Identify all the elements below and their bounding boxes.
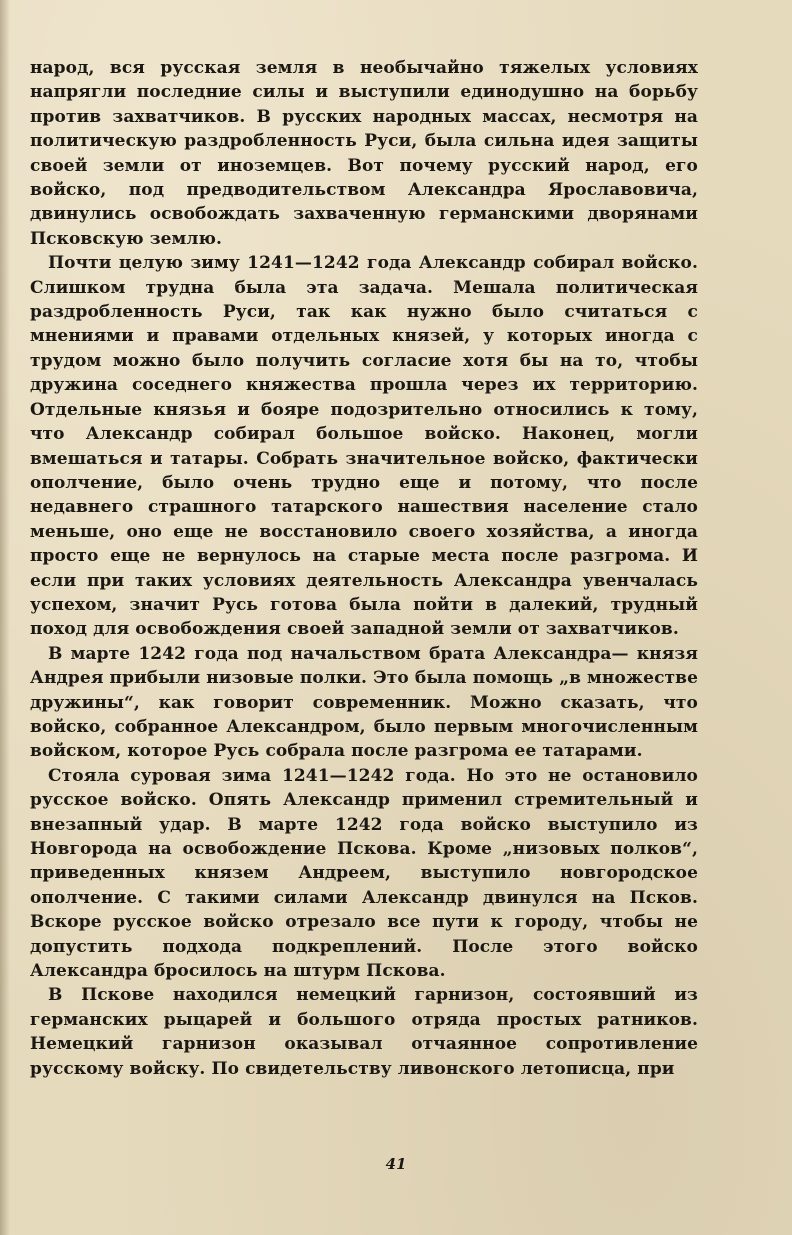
paragraph-1: народ, вся русская земля в необычайно тяжелых условиях напрягли последние силы и выступили единодушно на борьбу против захватчиков. В русских народных массах, несмотря на политическую раздробленность Руси, была сильна идея защиты своей земли от иноземцев. Вот почему русский народ, его войско, под предводительством Александра Ярославовича, двинулись освобождать захваченную германскими дворянами Псковскую землю. <box>30 58 698 249</box>
paragraph-3: В марте 1242 года под начальством брата Александра— князя Андрея прибыли низовые полки. Это была помощь „в множестве дружины“, как говорит современник. Можно сказать, что войско, собранное Александром, было первым многочисленным войском, которое Русь собрала после разгрома ее татарами. <box>30 643 698 762</box>
body-text <box>30 56 698 1081</box>
paragraph-4: Стояла суровая зима 1241—1242 года. Но это не остановило русское войско. Опять Александр применил стремительный и внезапный удар. В марте 1242 года войско выступило из Новгорода на освобождение Пскова. Кроме „низовых полков“, приведенных князем Андреем, выступило новгородское ополчение. С такими силами Александр двинулся на Псков. Вскоре русское войско отрезало все пути к городу, чтобы не допустить подхода подкреплений. После этого войско Александра бросилось на штурм Пскова. <box>30 765 698 982</box>
page-number: 41 <box>385 1155 407 1173</box>
page-edge-shadow <box>0 0 10 1235</box>
paragraph-2: Почти целую зиму 1241—1242 года Александр собирал войско. Слишком трудна была эта задача. Мешала политическая раздробленность Руси, так как нужно было считаться с мнениями и правами отдельных князей, у которых иногда с трудом можно было получить согласие хотя бы на то, чтобы дружина соседнего княжества прошла через их территорию. Отдельные князья и бояре подозрительно относились к тому, что Александр собирал большое войско. Наконец, могли вмешаться и татары. Собрать значительное войско, фактически ополчение, было очень трудно еще и потому, что после недавнего страшного татарского нашествия население стало меньше, оно еще не восстановило своего хозяйства, а иногда просто еще не вернулось на старые места после разгрома. И если при таких условиях деятельность Александра увенчалась успехом, значит Русь готова была пойти в далекий, трудный поход для освобождения своей западной земли от захватчиков. <box>30 253 698 640</box>
paragraph-5: В Пскове находился немецкий гарнизон, состоявший из германских рыцарей и большого отряда простых ратников. Немецкий гарнизон оказывал отчаянное сопротивление русскому войску. По свидетельству ливонского летописца, при <box>30 985 698 1079</box>
